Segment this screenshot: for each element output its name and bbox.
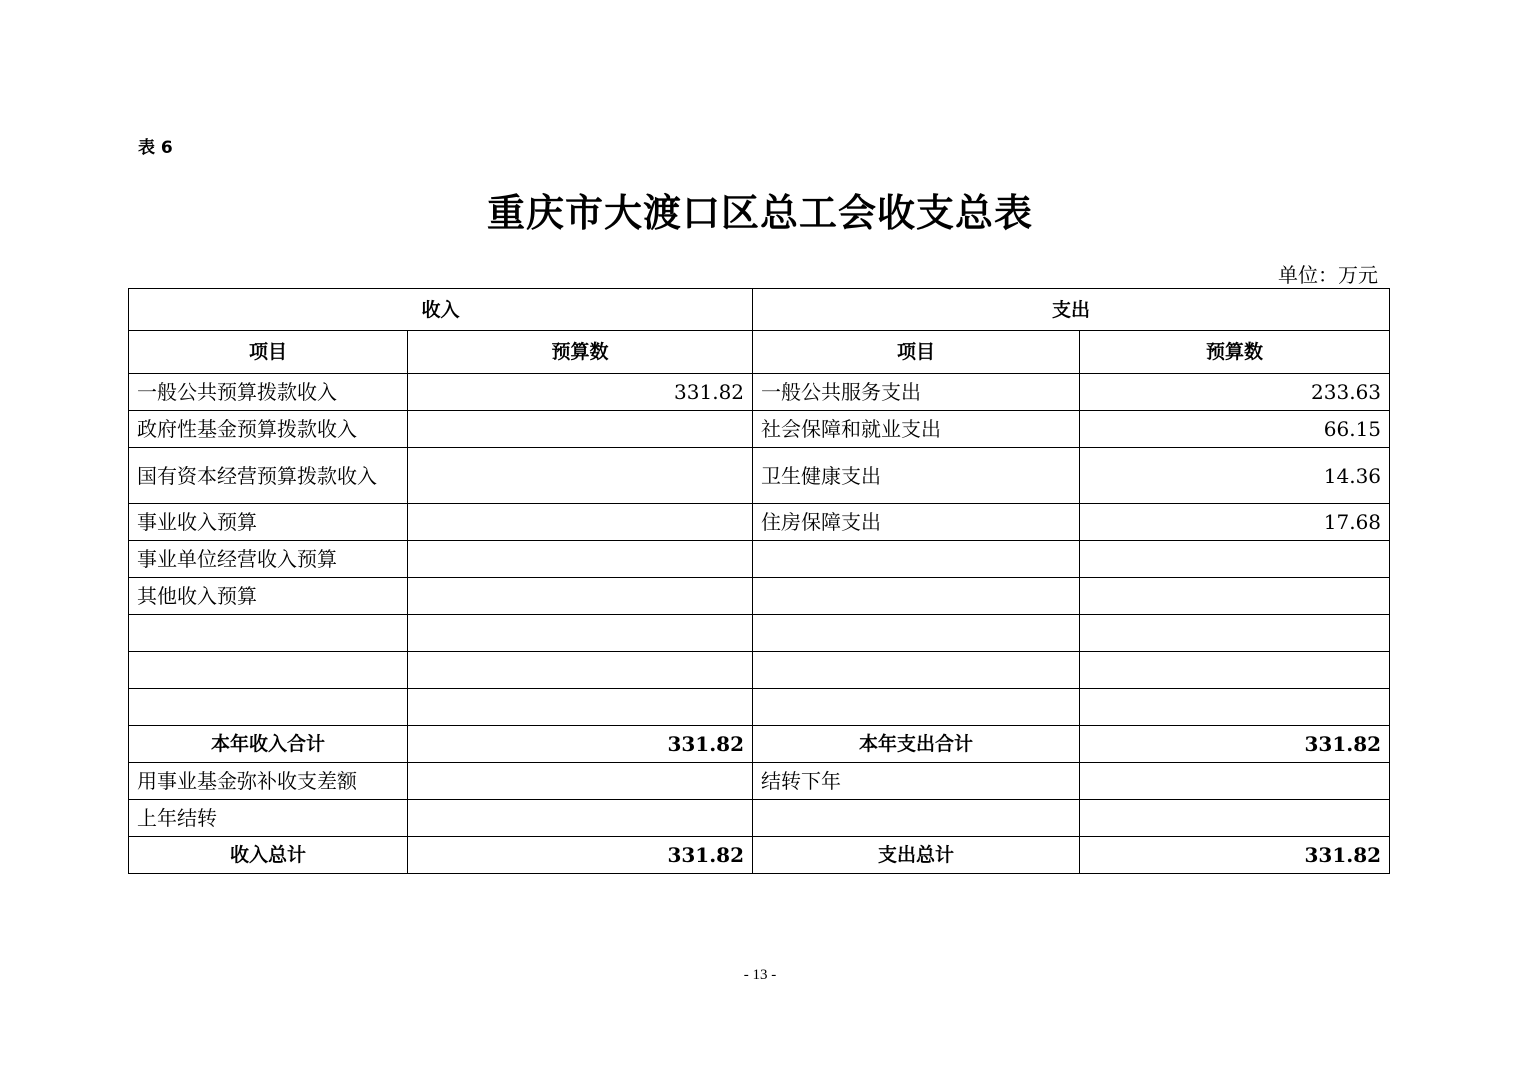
year-income-total-label: 本年收入合计 bbox=[129, 726, 408, 763]
expense-item bbox=[753, 541, 1080, 578]
income-value bbox=[408, 504, 753, 541]
income-value bbox=[408, 763, 753, 800]
table-number: 表 6 bbox=[138, 138, 173, 158]
income-value: 331.82 bbox=[408, 374, 753, 411]
year-income-total-value: 331.82 bbox=[408, 726, 753, 763]
income-item: 事业收入预算 bbox=[129, 504, 408, 541]
expense-value: 17.68 bbox=[1080, 504, 1390, 541]
income-value bbox=[408, 578, 753, 615]
grand-income-total-value: 331.82 bbox=[408, 837, 753, 874]
table-row bbox=[129, 448, 1390, 504]
table-row bbox=[129, 504, 1390, 541]
page-title: 重庆市大渡口区总工会收支总表 bbox=[486, 191, 1033, 235]
unit-label: 单位：万元 bbox=[1278, 263, 1378, 287]
table-row bbox=[129, 374, 1390, 411]
expense-value: 14.36 bbox=[1080, 448, 1390, 504]
table-row bbox=[129, 578, 1390, 615]
section-header-row bbox=[129, 289, 1390, 331]
income-item: 国有资本经营预算拨款收入 bbox=[129, 448, 408, 504]
expense-item bbox=[753, 800, 1080, 837]
income-item: 用事业基金弥补收支差额 bbox=[129, 763, 408, 800]
table-row bbox=[129, 689, 1390, 726]
income-section-header: 收入 bbox=[129, 289, 753, 331]
income-budget-header: 预算数 bbox=[408, 331, 753, 374]
income-item bbox=[129, 615, 408, 652]
expense-item-header: 项目 bbox=[753, 331, 1080, 374]
income-item: 其他收入预算 bbox=[129, 578, 408, 615]
expense-budget-header: 预算数 bbox=[1080, 331, 1390, 374]
table-row bbox=[129, 763, 1390, 800]
income-item: 上年结转 bbox=[129, 800, 408, 837]
grand-total-row bbox=[129, 837, 1390, 874]
income-value bbox=[408, 448, 753, 504]
expense-item bbox=[753, 689, 1080, 726]
income-item bbox=[129, 652, 408, 689]
table-row bbox=[129, 541, 1390, 578]
income-item: 一般公共预算拨款收入 bbox=[129, 374, 408, 411]
expense-item: 一般公共服务支出 bbox=[753, 374, 1080, 411]
expense-value: 233.63 bbox=[1080, 374, 1390, 411]
table-row bbox=[129, 615, 1390, 652]
income-value bbox=[408, 541, 753, 578]
year-total-row bbox=[129, 726, 1390, 763]
table-row bbox=[129, 800, 1390, 837]
expense-item: 社会保障和就业支出 bbox=[753, 411, 1080, 448]
expense-value bbox=[1080, 689, 1390, 726]
income-value bbox=[408, 800, 753, 837]
expense-section-header: 支出 bbox=[753, 289, 1390, 331]
page-number: - 13 - bbox=[743, 967, 777, 983]
expense-value bbox=[1080, 615, 1390, 652]
expense-value: 66.15 bbox=[1080, 411, 1390, 448]
income-value bbox=[408, 411, 753, 448]
budget-table bbox=[128, 288, 1390, 874]
expense-item bbox=[753, 578, 1080, 615]
expense-value bbox=[1080, 541, 1390, 578]
table-row bbox=[129, 411, 1390, 448]
income-value bbox=[408, 652, 753, 689]
income-value bbox=[408, 689, 753, 726]
table-row bbox=[129, 652, 1390, 689]
income-item-header: 项目 bbox=[129, 331, 408, 374]
expense-item: 卫生健康支出 bbox=[753, 448, 1080, 504]
expense-item bbox=[753, 615, 1080, 652]
income-item: 事业单位经营收入预算 bbox=[129, 541, 408, 578]
expense-value bbox=[1080, 578, 1390, 615]
expense-value bbox=[1080, 800, 1390, 837]
grand-income-total-label: 收入总计 bbox=[129, 837, 408, 874]
year-expense-total-label: 本年支出合计 bbox=[753, 726, 1080, 763]
income-item bbox=[129, 689, 408, 726]
income-value bbox=[408, 615, 753, 652]
expense-item bbox=[753, 652, 1080, 689]
expense-value bbox=[1080, 763, 1390, 800]
expense-item: 住房保障支出 bbox=[753, 504, 1080, 541]
column-header-row bbox=[129, 331, 1390, 374]
year-expense-total-value: 331.82 bbox=[1080, 726, 1390, 763]
expense-value bbox=[1080, 652, 1390, 689]
income-item: 政府性基金预算拨款收入 bbox=[129, 411, 408, 448]
grand-expense-total-label: 支出总计 bbox=[753, 837, 1080, 874]
expense-item: 结转下年 bbox=[753, 763, 1080, 800]
grand-expense-total-value: 331.82 bbox=[1080, 837, 1390, 874]
